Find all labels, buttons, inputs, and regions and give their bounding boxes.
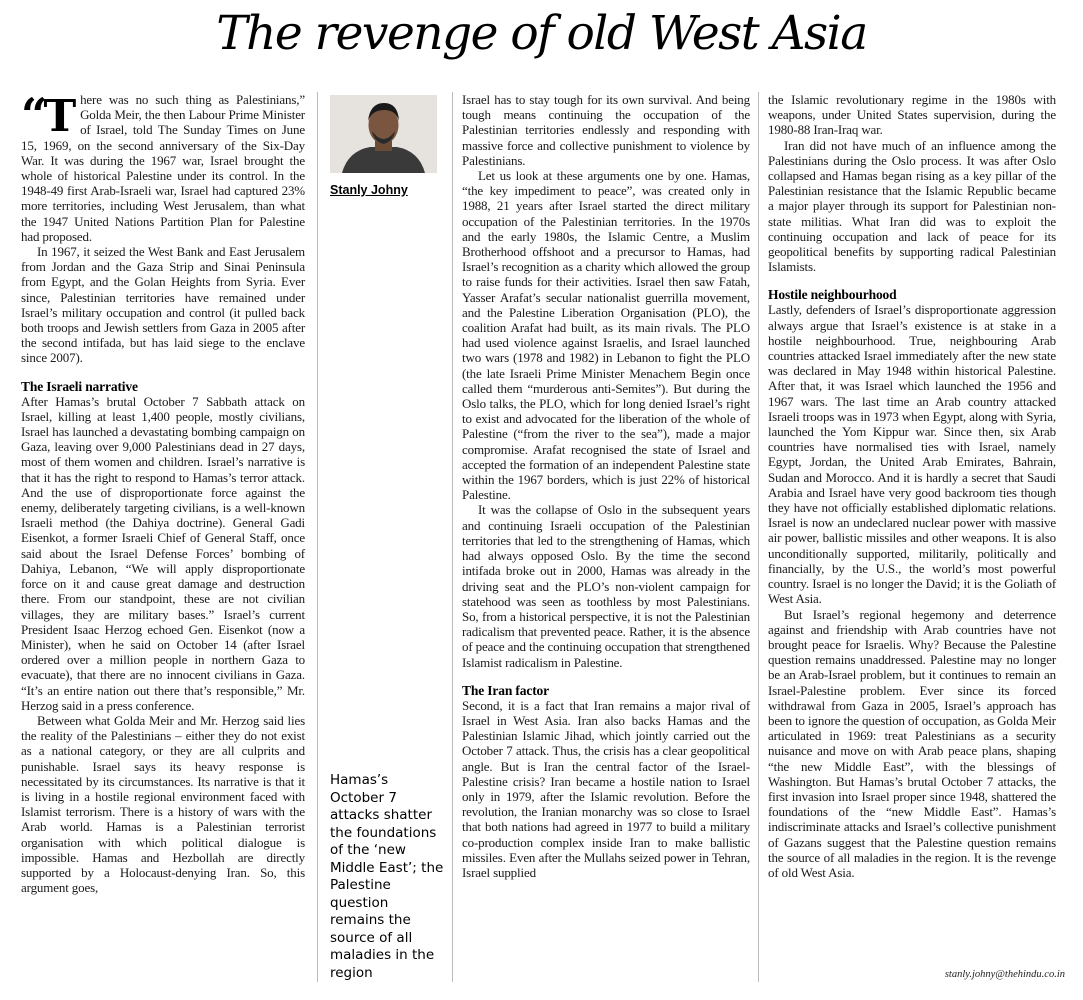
column-divider [758,92,759,982]
paragraph: Between what Golda Meir and Mr. Herzog said lies the reality of the Palestinians – either they do not exist as a national category, or they are all culprits and punishable. Israel says its heavy response is necessitated by its circumstances. Its narrative is that it is living in a hostile regional environment faced with Islamist terrorism. There is a history of wars with the Arab world. Hamas is a Palestinian terrorist organisation with which political dialogue is impossible. Hamas and Hezbollah are directly supported by a Holocaust-denying Iran. So, this argument goes, [21,712,305,896]
pull-quote: Hamas’s October 7 attacks shatter the foundations of the ‘new Middle East’; the Palestine question remains the source of all maladies in the region [330,772,444,981]
paragraph: Second, it is a fact that Iran remains a major rival of Israel in West Asia. Iran also backs Hamas and the Palestinian Islamic Jihad, which jointly carried out the October 7 attack. Thus, the crisis has a clear geopolitical angle. But is Iran the central factor of the Israel-Palestine crisis? Iran became a hostile nation to Israel only in 1979, after the Islamic revolution. Before the revolution, the Iranian monarchy was so close to Israel that both nations had agreed in 1977 to build a military co-production complex inside Iran to make ballistic missiles. Even after the Mullahs seized power in Tehran, Israel supplied [462,697,750,880]
author-byline[interactable]: Stanly Johny [330,183,408,197]
dropcap: “T [21,88,77,142]
column-4 [768,92,1056,880]
paragraph: After Hamas’s brutal October 7 Sabbath attack on Israel, killing at least 1,400 people, mostly civilians, Israel has launched a devastating bombing campaign on Gaza, leaving over 9,000 Palestinians dead in 27 days, most of them women and children. Israel’s narrative is that it has the right to respond to Hamas’s terror attack. And the use of disproportionate force against the enemy, deliberately targeting civilians, is a well-known Israeli method (the Dahiya doctrine). General Gadi Eisenkot, a former Israeli Chief of General Staff, once said about the Israel Defense Forces’ bombing of Dahiya, Lebanon, “We will apply disproportionate force on it and cause great damage and destruction there. From our standpoint, these are not civilian villages, they are military bases.” Israel’s current President Isaac Herzog echoed Gen. Eisenkot (now a Minister), when he said on October 14 (after Israel ordered over a million people in northern Gaza to evacuate), that there are no innocent civilians in Gaza. “It’s an entire nation out there that’s responsible,” Mr. Herzog said in a press conference. [21,393,305,713]
section-heading: The Israeli narrative [21,378,138,394]
paragraph: But Israel’s regional hegemony and deterrence against and friendship with Arab countries have not brought peace for Israelis. Why? Because the Palestine question remains unaddressed. Palestine may no longer be an Arab-Israel problem, but it continues to remain an Israel-Palestine problem. Ever since its forced withdrawal from Gaza in 2005, Israel’s approach has been to ignore the question of occupation, as Golda Meir articulated in 1969: treat Palestinians as a security nuisance and move on with Arab peace plans, shaping “the new Middle East”, with the blessings of Washington. But Hamas’s brutal October 7 attacks, the first invasion into Israel proper since 1948, shattered the foundations of the “new Middle East”. Hamas’s indiscriminate attacks and Israel’s collective punishment of Gazans suggest that the Palestine question remains the source of all maladies in the region. It is the revenge of old West Asia. [768,606,1056,880]
paragraph: Lastly, defenders of Israel’s disproportionate aggression always argue that Israel’s existence is at stake in a hostile neighbourhood. True, neighbouring Arab countries attacked Israel immediately after the new state was declared in May 1948 within historical Palestine. After that, it was Israel which launched the 1956 and 1967 wars. The last time an Arab country attacked Israeli troops was in 1973 when Egypt, along with Syria, launched the Yom Kippur war. Since then, six Arab countries have normalised ties with Israel, namely Egypt, Jordan, the United Arab Emirates, Bahrain, Sudan and Morocco. And it is hardly a secret that Saudi Arabia and Israel have very good backroom ties though they have not officially established diplomatic relations. Israel is now an undeclared nuclear power with massive air power, ballistic missiles and other weapons. It is also unconditionally supported, militarily, politically and financially, by the U.S., the world’s most powerful country. Israel is no longer the David; it is the Goliath of West Asia. [768,302,1056,607]
column-divider [452,92,453,982]
paragraph: In 1967, it seized the West Bank and East Jerusalem from Jordan and the Gaza Strip and Sinai Peninsula from Egypt, and the Golan Heights from Syria. Ever since, Palestinian territories have remained under Israel’s military occupation and control (it pulled back both troops and Jewish settlers from Gaza in 2005 after the second intifada, but has laid siege to the enclave since 2007). [21,244,305,366]
author-email[interactable]: stanly.johny@thehindu.co.in [944,969,1065,980]
opening-paragraph: “T here was no such thing as Palestinians,” Golda Meir, the then Labour Prime Minister of Israel, told The Sunday Times on June 15, 1969, on the second anniversary of the Six-Day War. It was during the 1967 war, Israel brought the whole of historical Palestine under its control. In the 1948-49 first Arab-Israeli war, Israel had captured 23% more territories, including West Jerusalem, than what the 1947 United Nations Partition Plan for Palestine had proposed. [21,88,305,244]
paragraph: Israel has to stay tough for its own survival. And being tough means continuing the occupation of the Palestinian territories endlessly and responding with massive force and collective punishment to violence by Palestinians. [462,92,750,168]
paragraph: Iran did not have much of an influence among the Palestinians during the Oslo process. It was after Oslo collapsed and Hamas began rising as a key pillar of the Palestinian resistance that the Islamic Republic became a major player through its support for Palestinian non-state militias. What Iran did was to exploit the continuing occupation and lack of peace for its geopolitical benefits by supporting radical Palestinian Islamists. [768,137,1056,275]
section-heading: The Iran factor [462,682,549,698]
author-photo [330,95,437,173]
column-1 [21,88,305,896]
column-divider [317,92,318,982]
portrait-illustration [330,95,437,173]
paragraph: Let us look at these arguments one by one. Hamas, “the key impediment to peace”, was created only in 1988, 21 years after Israel started the direct military occupation of the Palestinian territories. In the 1970s and the early 1980s, the Islamic Centre, a Muslim Brotherhood offshoot and a precursor to Hamas, had Israel’s recognition as a charity which allowed the group to raise funds for their activities. Israel then saw Fatah, Yasser Arafat’s secular nationalist guerrilla movement, and the Palestine Liberation Organisation (PLO), the coalition Arafat had built, as its main rivals. The PLO had used violence against Israelis, and Israel launched two wars (1978 and 1982) in Lebanon to fight the PLO (the late Israeli Prime Minister Menachem Begin once called them “murderous anti-Semites”). But during the Oslo talks, the PLO, which for long denied Israel’s right to exist and advocated for the liberation of the whole of Palestine (“from the river to the sea”), made a major compromise. Arafat recognised the state of Israel and accepted the formation of an independent Palestine state within the 1967 borders, which is just 22% of historical Palestine. [462,168,750,503]
paragraph: It was the collapse of Oslo in the subsequent years and continuing Israeli occupation of the Palestinian territories that led to the strengthening of Hamas, which had always opposed Oslo. By the time the second intifada broke out in 2000, Hamas was already in the driving seat and the PLO’s non-violent campaign for statehood was seen as toothless by most Palestinians. So, from a historical perspective, it is not the Palestinian radicalism that prevented peace. Rather, it is the absence of peace and the continuing occupation that strengthened Islamist radicalism in Palestine. [462,502,750,670]
column-3 [462,92,750,880]
section-heading: Hostile neighbourhood [768,287,897,303]
paragraph: the Islamic revolutionary regime in the 1980s with weapons, under United States supervision, during the 1980-88 Iran-Iraq war. [768,92,1056,138]
headline: The revenge of old West Asia [216,6,867,61]
